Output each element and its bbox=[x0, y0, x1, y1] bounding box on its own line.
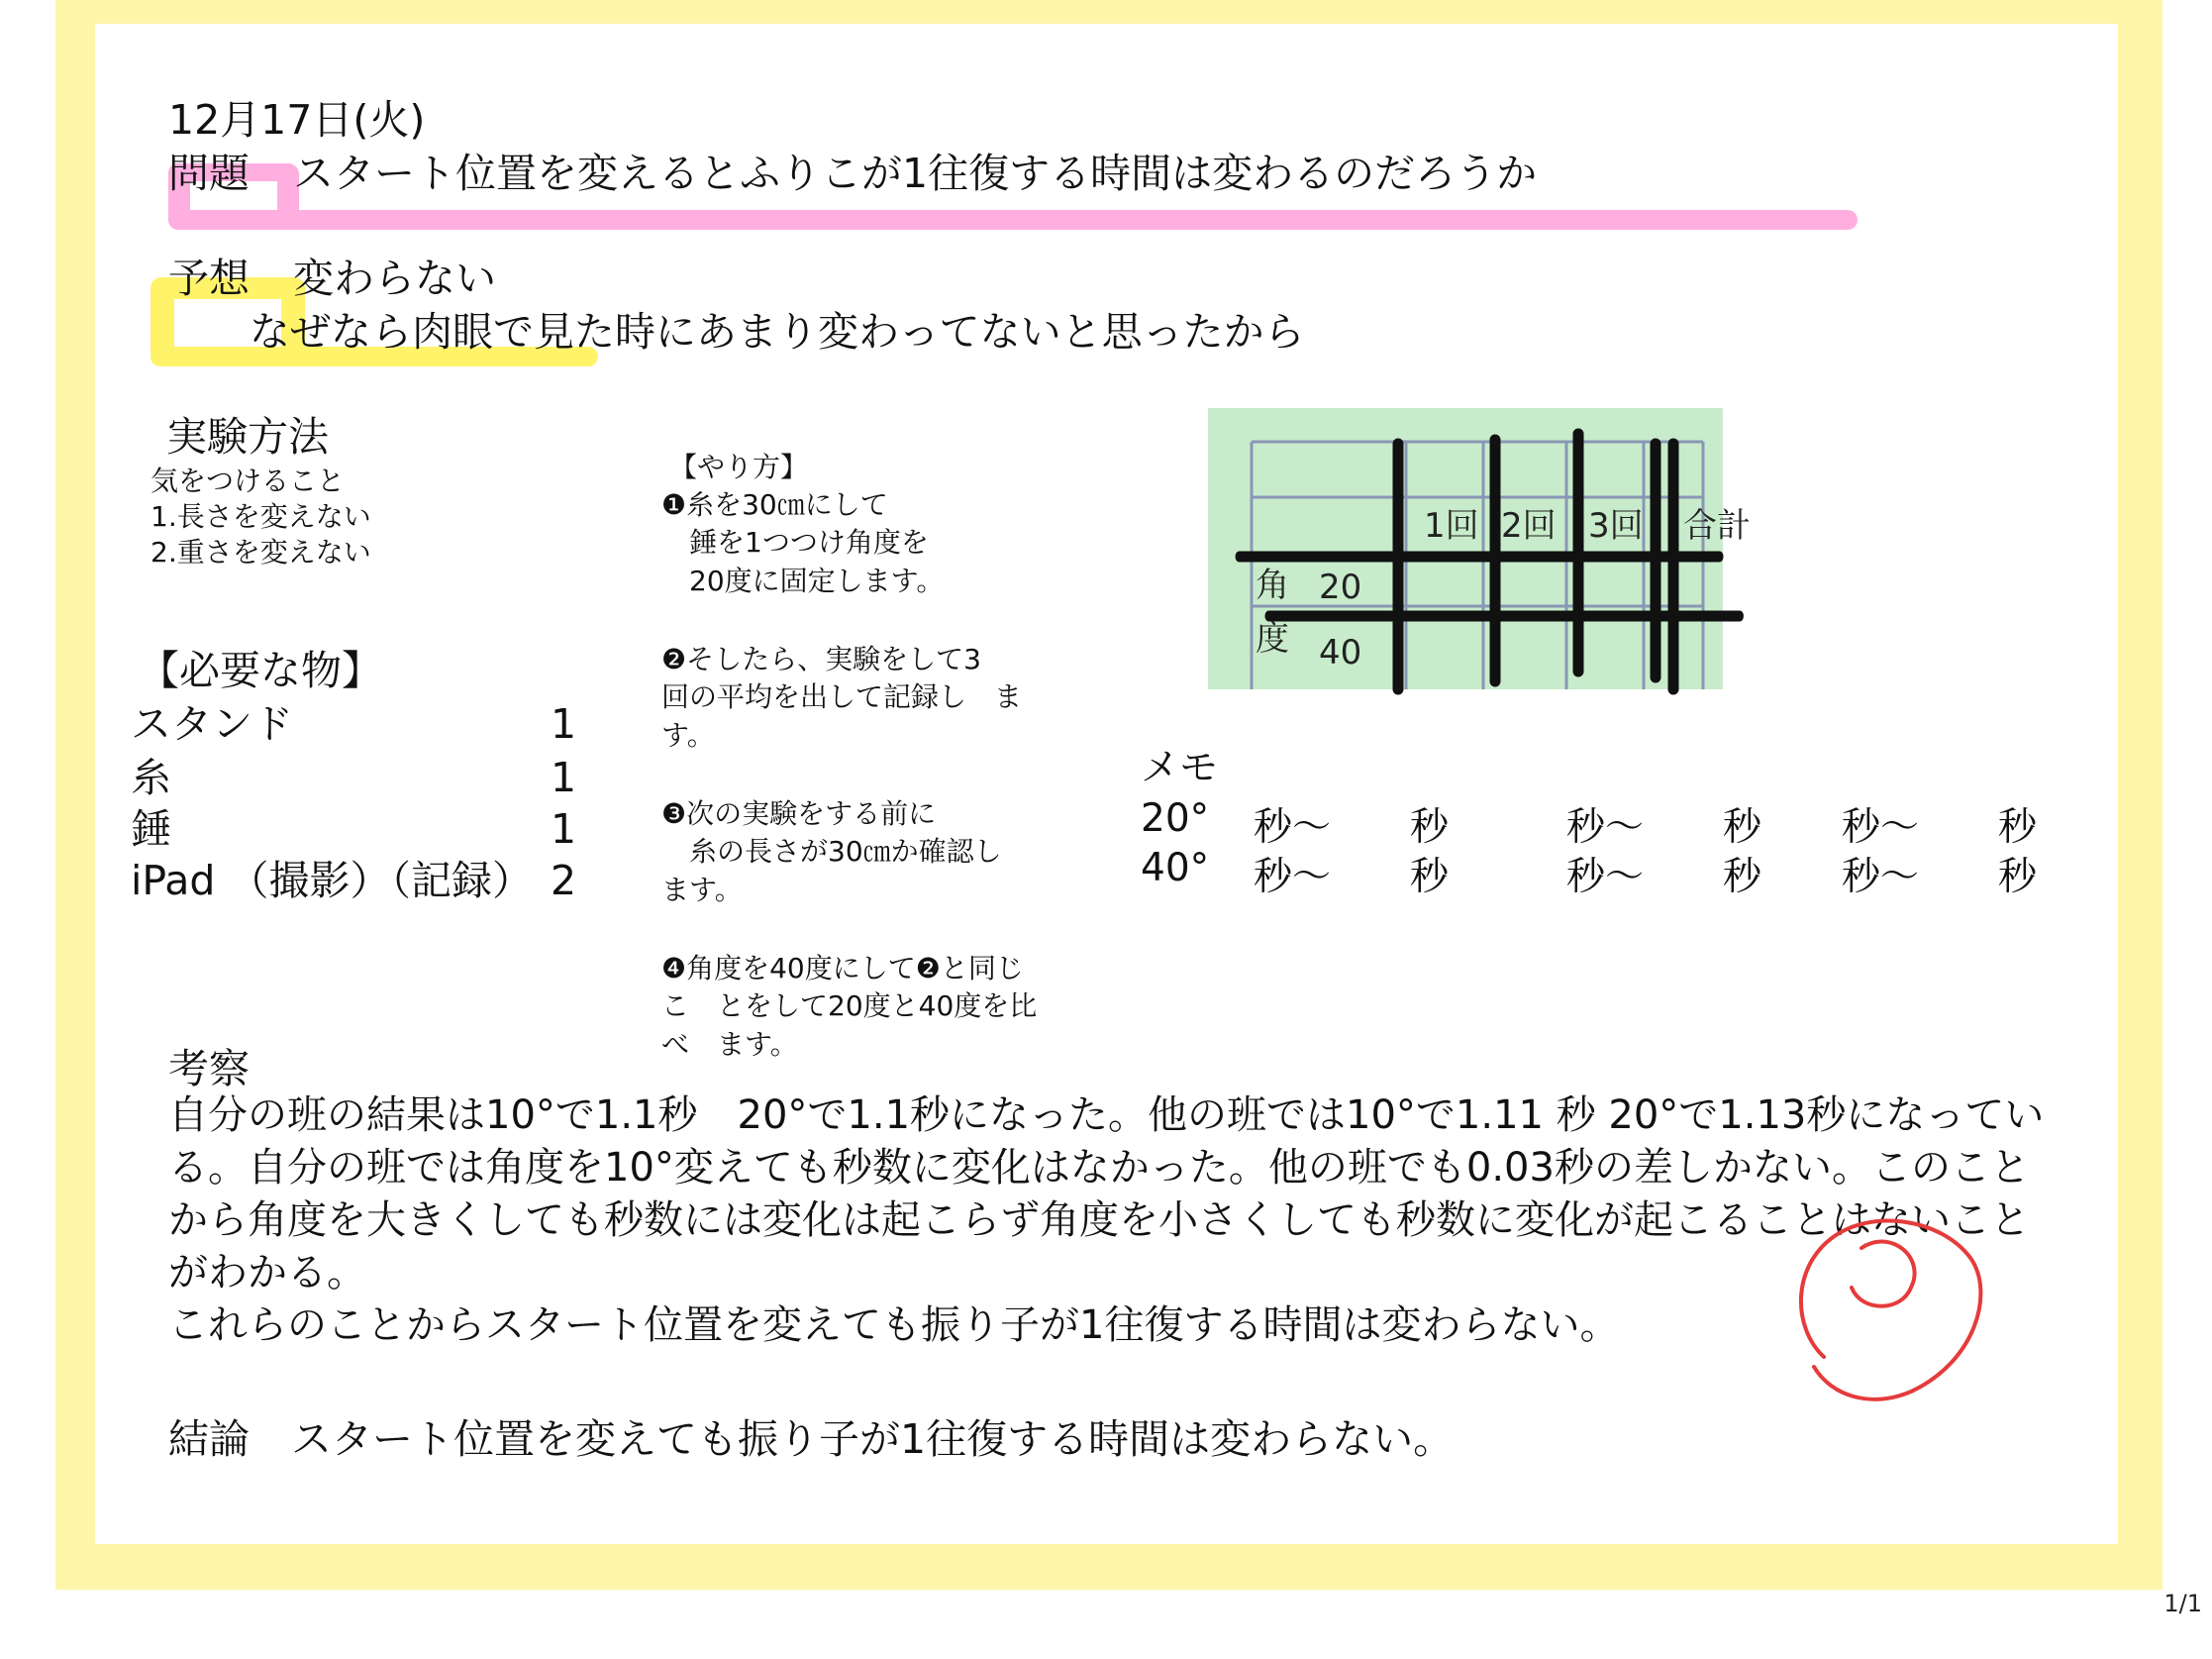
conclusion-label: 結論 bbox=[168, 1415, 250, 1463]
red-circle-grade-mark bbox=[1753, 1179, 2010, 1416]
method-title: 実験方法 bbox=[166, 413, 329, 461]
conclusion-text: スタート位置を変えても振り子が1往復する時間は変わらない。 bbox=[291, 1415, 1455, 1463]
procedure-line: こ とをして20度と40度を比 bbox=[661, 989, 1038, 1022]
table-header: 2回 bbox=[1501, 506, 1557, 546]
prediction-text: 変わらない bbox=[293, 255, 496, 302]
procedure-line: ❶糸を30㎝にして bbox=[661, 488, 888, 521]
procedure-line: ❹角度を40度にして❷と同じ bbox=[661, 952, 1024, 985]
procedure-line: 回の平均を出して記録し ま bbox=[661, 680, 1023, 713]
material-qty: 1 bbox=[551, 700, 577, 748]
table-header: 3回 bbox=[1588, 506, 1644, 546]
memo-angle: 20° bbox=[1141, 796, 1210, 841]
memo-cell: 秒 bbox=[1998, 805, 2038, 850]
page-number: 1/1 bbox=[2163, 1590, 2202, 1617]
procedure-line: べ ます。 bbox=[661, 1028, 798, 1061]
material-name: スタンド bbox=[131, 700, 293, 748]
procedure-title: 【やり方】 bbox=[669, 451, 809, 483]
problem-label: 問題 bbox=[168, 150, 250, 197]
date: 12月17日(火) bbox=[168, 96, 426, 144]
memo-cell: 秒〜 bbox=[1254, 805, 1332, 850]
prediction-reason: なぜなら肉眼で見た時にあまり変わってないと思ったから bbox=[250, 308, 1305, 356]
table-row-group-label: 度 bbox=[1256, 619, 1289, 659]
memo-angle: 40° bbox=[1141, 846, 1210, 890]
procedure-line: 錘を1つつけ角度を bbox=[661, 526, 929, 559]
material-qty: 1 bbox=[551, 754, 577, 801]
memo-cell: 秒〜 bbox=[1566, 805, 1645, 850]
consideration-paragraph: 自分の班の結果は10°で1.1秒 20°で1.1秒になった。他の班では10°で1.11 秒 20°で1.13秒になっている。自分の班では角度を10°変えても秒数に変化はなかった。他の班でも0.03秒の差しかない。このことから角度を大きくしても秒数には変化は起こらず角度を小さくしても秒数に変化が起こることはないことがわかる。 bbox=[168, 1092, 2045, 1296]
table-row-label: 40 bbox=[1319, 633, 1362, 673]
material-name: iPad （撮影）（記録） bbox=[131, 857, 533, 904]
handwritten-table-image bbox=[1208, 408, 1751, 689]
memo-cell: 秒 bbox=[1723, 855, 1762, 899]
material-qty: 1 bbox=[551, 805, 577, 853]
memo-cell: 秒 bbox=[1723, 805, 1762, 850]
table-header: 1回 bbox=[1424, 506, 1479, 546]
method-note-2: 2.重さを変えない bbox=[151, 536, 371, 569]
procedure-line: ❸次の実験をする前に bbox=[661, 797, 937, 830]
method-note-0: 気をつけること bbox=[151, 465, 346, 497]
material-qty: 2 bbox=[551, 857, 577, 904]
consideration-title: 考察 bbox=[168, 1045, 250, 1092]
pink-highlight-underline bbox=[168, 210, 1858, 230]
procedure-line: ❷そしたら、実験をして3 bbox=[661, 643, 981, 675]
procedure-line: ます。 bbox=[661, 874, 743, 906]
material-name: 糸 bbox=[131, 754, 171, 801]
problem-text: スタート位置を変えるとふりこが1往復する時間は変わるのだろうか bbox=[293, 150, 1538, 197]
memo-cell: 秒〜 bbox=[1254, 855, 1332, 899]
material-name: 錘 bbox=[131, 805, 171, 853]
consideration-paragraph: これらのことからスタート位置を変えても振り子が1往復する時間は変わらない。 bbox=[168, 1302, 1620, 1348]
table-row-label: 20 bbox=[1319, 568, 1362, 607]
memo-cell: 秒 bbox=[1410, 855, 1450, 899]
table-header: 合計 bbox=[1683, 506, 1751, 546]
memo-cell: 秒〜 bbox=[1842, 805, 1920, 850]
prediction-label: 予想 bbox=[168, 255, 250, 302]
materials-title: 【必要な物】 bbox=[139, 647, 382, 694]
table-row-group-label: 角 bbox=[1256, 566, 1289, 605]
memo-cell: 秒 bbox=[1410, 805, 1450, 850]
procedure-line: 20度に固定します。 bbox=[661, 565, 945, 597]
memo-cell: 秒 bbox=[1998, 855, 2038, 899]
memo-cell: 秒〜 bbox=[1566, 855, 1645, 899]
procedure-line: す。 bbox=[661, 719, 715, 752]
memo-cell: 秒〜 bbox=[1842, 855, 1920, 899]
procedure-line: 糸の長さが30㎝か確認し bbox=[661, 835, 1002, 868]
method-note-1: 1.長さを変えない bbox=[151, 500, 371, 533]
memo-title: メモ bbox=[1141, 746, 1219, 790]
